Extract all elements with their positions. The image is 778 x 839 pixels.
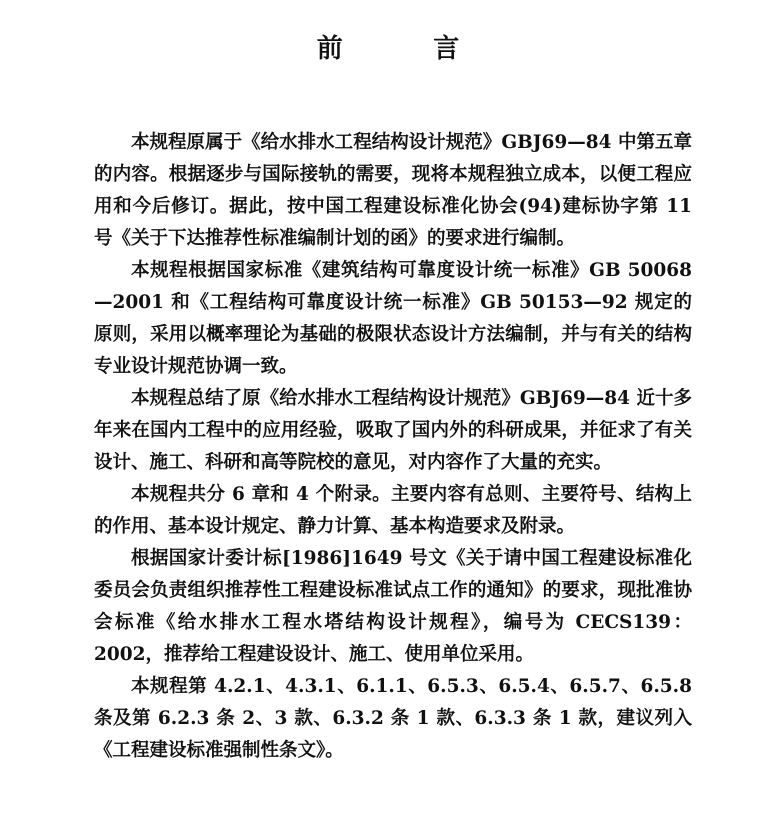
paragraph-6: 本规程第 4.2.1、4.3.1、6.1.1、6.5.3、6.5.4、6.5.7、6.5.8 条及第 6.2.3 条 2、3 款、6.3.2 条 1 款、6.3.3 条 1 款，建议列入《工程建设标准强制性条文》。 [94, 676, 692, 761]
paragraph-3: 本规程总结了原《给水排水工程结构设计规范》GBJ69—84 近十多年来在国内工程中的应用经验，吸取了国内外的科研成果，并征求了有关设计、施工、科研和高等院校的意见，对内容作了大量的充实。 [94, 388, 692, 473]
paragraph-4: 本规程共分 6 章和 4 个附录。主要内容有总则、主要符号、结构上的作用、基本设计规定、静力计算、基本构造要求及附录。 [94, 484, 692, 537]
foreword-body [94, 127, 692, 767]
paragraph-2: 本规程根据国家标准《建筑结构可靠度设计统一标准》GB 50068—2001 和《工程结构可靠度设计统一标准》GB 50153—92 规定的原则，采用以概率理论为基础的极限状态设计方法编制，并与有关的结构专业设计规范协调一致。 [94, 260, 692, 377]
paragraph-1: 本规程原属于《给水排水工程结构设计规范》GBJ69—84 中第五章的内容。根据逐步与国际接轨的需要，现将本规程独立成本，以便工程应用和今后修订。据此，按中国工程建设标准化协会(94)建标协字第 11 号《关于下达推荐性标准编制计划的函》的要求进行编制。 [94, 132, 692, 249]
page-title: 前 言 [316, 34, 462, 64]
paragraph-5: 根据国家计委计标[1986]1649 号文《关于请中国工程建设标准化委员会负责组织推荐性工程建设标准试点工作的通知》的要求，现批准协会标准《给水排水工程水塔结构设计规程》，编号为 CECS139：2002，推荐给工程建设设计、施工、使用单位采用。 [94, 548, 692, 665]
